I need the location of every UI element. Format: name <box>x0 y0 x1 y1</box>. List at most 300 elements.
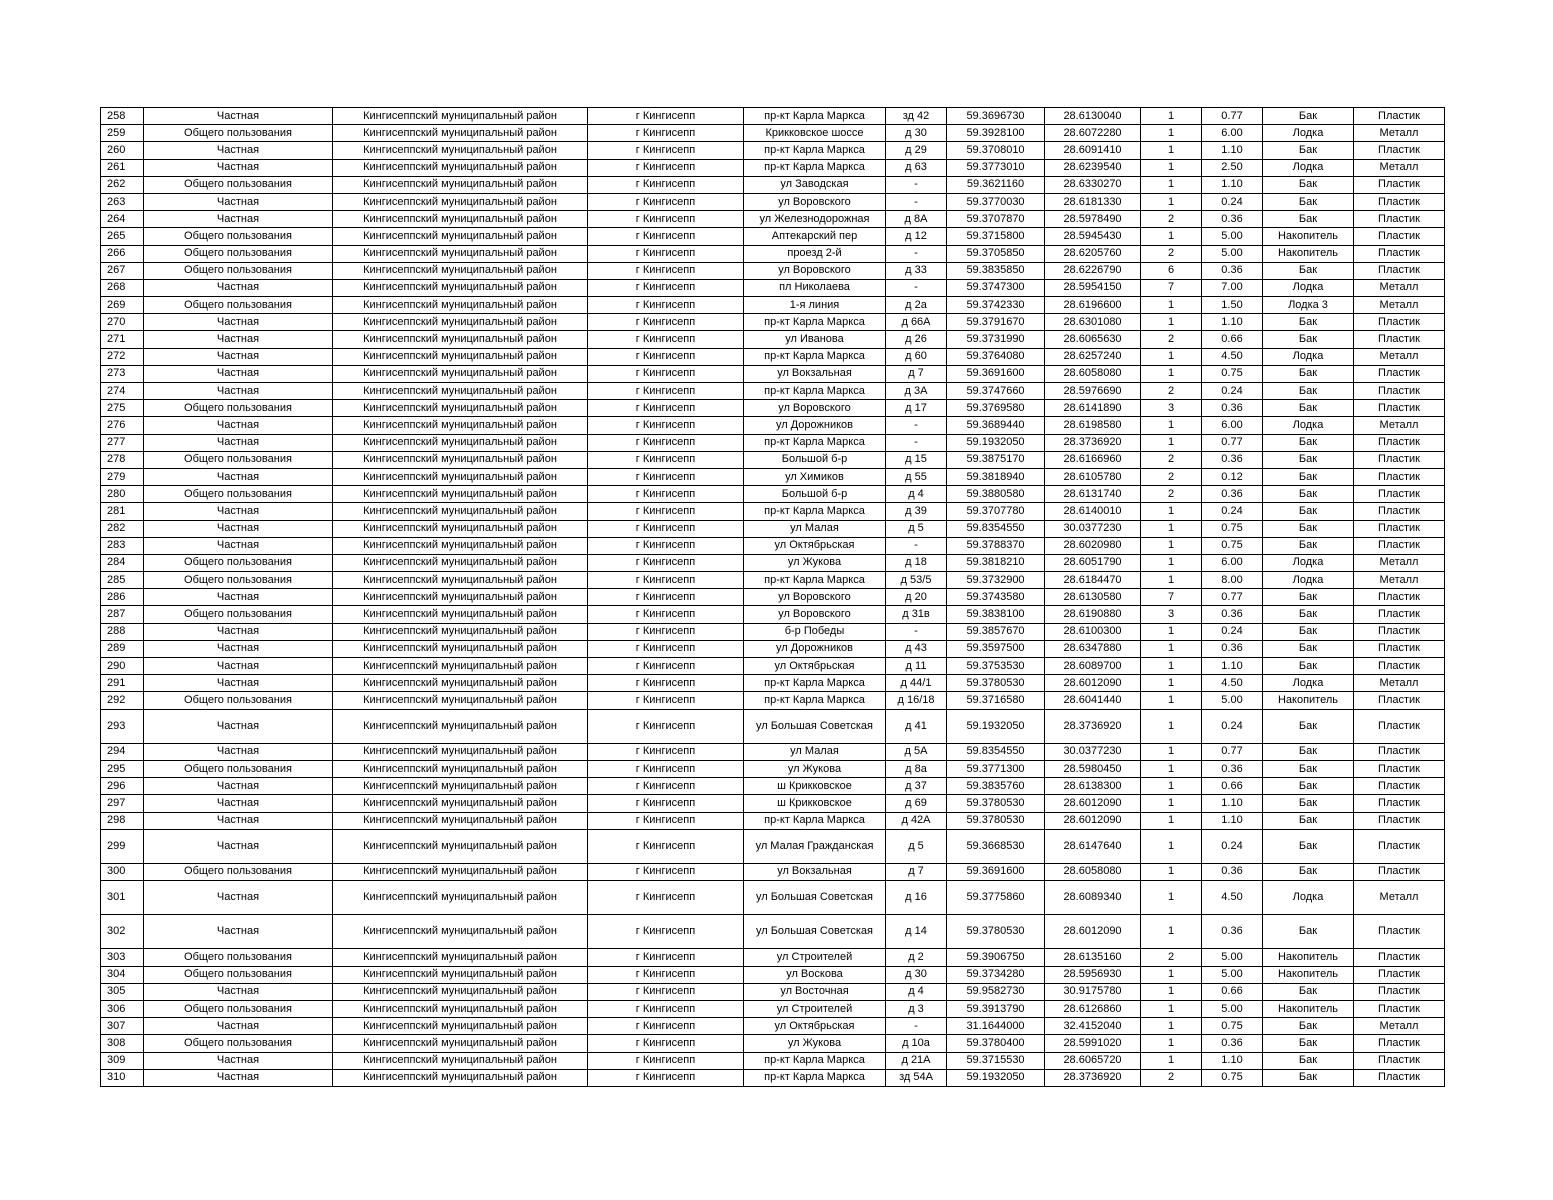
latitude-cell: 59.3906750 <box>947 949 1045 966</box>
city-cell: г Кингисепп <box>588 451 744 468</box>
volume-cell: 4.50 <box>1202 881 1263 915</box>
container-type-cell: Бак <box>1263 778 1354 795</box>
container-count-cell: 1 <box>1141 228 1202 245</box>
container-count-cell: 1 <box>1141 1001 1202 1018</box>
house-cell: д 2а <box>886 297 947 314</box>
table-row <box>101 760 1445 777</box>
city-cell: г Кингисепп <box>588 1001 744 1018</box>
container-type-cell: Бак <box>1263 211 1354 228</box>
longitude-cell: 28.6138300 <box>1045 778 1141 795</box>
district-cell: Кингисеппский муниципальный район <box>333 949 588 966</box>
longitude-cell: 28.6058080 <box>1045 365 1141 382</box>
row-number-cell: 303 <box>101 949 144 966</box>
row-number-cell: 273 <box>101 365 144 382</box>
latitude-cell: 59.3753530 <box>947 658 1045 675</box>
district-cell: Кингисеппский муниципальный район <box>333 348 588 365</box>
latitude-cell: 59.1932050 <box>947 1069 1045 1086</box>
volume-cell: 5.00 <box>1202 692 1263 709</box>
house-cell: д 16 <box>886 881 947 915</box>
city-cell: г Кингисепп <box>588 709 744 743</box>
table-row <box>101 228 1445 245</box>
longitude-cell: 30.0377230 <box>1045 743 1141 760</box>
house-cell: - <box>886 434 947 451</box>
latitude-cell: 59.3818210 <box>947 554 1045 571</box>
material-cell: Металл <box>1354 554 1445 571</box>
house-cell: - <box>886 1018 947 1035</box>
container-type-cell: Бак <box>1263 331 1354 348</box>
row-number-cell: 286 <box>101 589 144 606</box>
district-cell: Кингисеппский муниципальный район <box>333 297 588 314</box>
container-type-cell: Бак <box>1263 468 1354 485</box>
material-cell: Пластик <box>1354 331 1445 348</box>
container-count-cell: 1 <box>1141 520 1202 537</box>
volume-cell: 0.24 <box>1202 829 1263 863</box>
longitude-cell: 28.6141890 <box>1045 400 1141 417</box>
street-cell: ул Воровского <box>744 262 886 279</box>
house-cell: зд 54А <box>886 1069 947 1086</box>
city-cell: г Кингисепп <box>588 795 744 812</box>
district-cell: Кингисеппский муниципальный район <box>333 675 588 692</box>
container-count-cell: 1 <box>1141 314 1202 331</box>
ownership-cell: Частная <box>144 829 333 863</box>
latitude-cell: 59.3715800 <box>947 228 1045 245</box>
house-cell: д 44/1 <box>886 675 947 692</box>
row-number-cell: 300 <box>101 863 144 880</box>
row-number-cell: 304 <box>101 966 144 983</box>
table-body <box>101 108 1445 1087</box>
table-row <box>101 812 1445 829</box>
ownership-cell: Общего пользования <box>144 1001 333 1018</box>
district-cell: Кингисеппский муниципальный район <box>333 1069 588 1086</box>
row-number-cell: 295 <box>101 760 144 777</box>
ownership-cell: Частная <box>144 795 333 812</box>
material-cell: Пластик <box>1354 1052 1445 1069</box>
house-cell: д 39 <box>886 503 947 520</box>
table-row <box>101 417 1445 434</box>
district-cell: Кингисеппский муниципальный район <box>333 915 588 949</box>
longitude-cell: 28.6012090 <box>1045 915 1141 949</box>
house-cell: д 29 <box>886 142 947 159</box>
ownership-cell: Частная <box>144 1018 333 1035</box>
material-cell: Пластик <box>1354 966 1445 983</box>
ownership-cell: Частная <box>144 812 333 829</box>
latitude-cell: 59.3691600 <box>947 365 1045 382</box>
city-cell: г Кингисепп <box>588 348 744 365</box>
row-number-cell: 299 <box>101 829 144 863</box>
container-type-cell: Бак <box>1263 658 1354 675</box>
ownership-cell: Общего пользования <box>144 297 333 314</box>
container-type-cell: Бак <box>1263 434 1354 451</box>
container-type-cell: Бак <box>1263 1069 1354 1086</box>
volume-cell: 0.75 <box>1202 1069 1263 1086</box>
district-cell: Кингисеппский муниципальный район <box>333 795 588 812</box>
longitude-cell: 28.6126860 <box>1045 1001 1141 1018</box>
volume-cell: 1.10 <box>1202 795 1263 812</box>
table-row <box>101 795 1445 812</box>
row-number-cell: 258 <box>101 108 144 125</box>
latitude-cell: 59.3691600 <box>947 863 1045 880</box>
table-row <box>101 331 1445 348</box>
city-cell: г Кингисепп <box>588 554 744 571</box>
table-row <box>101 211 1445 228</box>
ownership-cell: Общего пользования <box>144 966 333 983</box>
longitude-cell: 28.5954150 <box>1045 279 1141 296</box>
volume-cell: 8.00 <box>1202 572 1263 589</box>
container-type-cell: Накопитель <box>1263 949 1354 966</box>
volume-cell: 6.00 <box>1202 125 1263 142</box>
city-cell: г Кингисепп <box>588 125 744 142</box>
material-cell: Пластик <box>1354 193 1445 210</box>
district-cell: Кингисеппский муниципальный район <box>333 400 588 417</box>
container-type-cell: Лодка <box>1263 675 1354 692</box>
material-cell: Пластик <box>1354 520 1445 537</box>
street-cell: ул Строителей <box>744 949 886 966</box>
table-row <box>101 159 1445 176</box>
container-count-cell: 1 <box>1141 159 1202 176</box>
latitude-cell: 59.3775860 <box>947 881 1045 915</box>
table-row <box>101 348 1445 365</box>
ownership-cell: Частная <box>144 383 333 400</box>
volume-cell: 0.75 <box>1202 520 1263 537</box>
house-cell: д 16/18 <box>886 692 947 709</box>
ownership-cell: Частная <box>144 983 333 1000</box>
material-cell: Металл <box>1354 279 1445 296</box>
volume-cell: 0.36 <box>1202 262 1263 279</box>
row-number-cell: 270 <box>101 314 144 331</box>
container-count-cell: 1 <box>1141 537 1202 554</box>
house-cell: д 8А <box>886 211 947 228</box>
city-cell: г Кингисепп <box>588 159 744 176</box>
city-cell: г Кингисепп <box>588 949 744 966</box>
row-number-cell: 280 <box>101 486 144 503</box>
container-count-cell: 1 <box>1141 108 1202 125</box>
street-cell: Большой б-р <box>744 451 886 468</box>
volume-cell: 6.00 <box>1202 554 1263 571</box>
row-number-cell: 298 <box>101 812 144 829</box>
ownership-cell: Частная <box>144 142 333 159</box>
ownership-cell: Общего пользования <box>144 1035 333 1052</box>
container-count-cell: 2 <box>1141 949 1202 966</box>
container-type-cell: Бак <box>1263 1052 1354 1069</box>
row-number-cell: 259 <box>101 125 144 142</box>
city-cell: г Кингисепп <box>588 279 744 296</box>
material-cell: Металл <box>1354 159 1445 176</box>
longitude-cell: 28.6130040 <box>1045 108 1141 125</box>
container-type-cell: Бак <box>1263 812 1354 829</box>
table-row <box>101 468 1445 485</box>
district-cell: Кингисеппский муниципальный район <box>333 778 588 795</box>
longitude-cell: 28.6072280 <box>1045 125 1141 142</box>
container-count-cell: 1 <box>1141 1052 1202 1069</box>
longitude-cell: 28.6196600 <box>1045 297 1141 314</box>
longitude-cell: 28.6058080 <box>1045 863 1141 880</box>
street-cell: пр-кт Карла Маркса <box>744 812 886 829</box>
house-cell: д 14 <box>886 915 947 949</box>
district-cell: Кингисеппский муниципальный район <box>333 1001 588 1018</box>
house-cell: - <box>886 193 947 210</box>
container-count-cell: 1 <box>1141 692 1202 709</box>
ownership-cell: Частная <box>144 778 333 795</box>
table-row <box>101 829 1445 863</box>
material-cell: Пластик <box>1354 983 1445 1000</box>
material-cell: Пластик <box>1354 1001 1445 1018</box>
volume-cell: 7.00 <box>1202 279 1263 296</box>
district-cell: Кингисеппский муниципальный район <box>333 176 588 193</box>
table-row <box>101 365 1445 382</box>
house-cell: д 63 <box>886 159 947 176</box>
house-cell: д 41 <box>886 709 947 743</box>
material-cell: Пластик <box>1354 503 1445 520</box>
latitude-cell: 59.3880580 <box>947 486 1045 503</box>
table-row <box>101 915 1445 949</box>
ownership-cell: Общего пользования <box>144 760 333 777</box>
latitude-cell: 59.3788370 <box>947 537 1045 554</box>
material-cell: Пластик <box>1354 228 1445 245</box>
latitude-cell: 59.1932050 <box>947 709 1045 743</box>
container-type-cell: Бак <box>1263 503 1354 520</box>
material-cell: Пластик <box>1354 314 1445 331</box>
house-cell: д 69 <box>886 795 947 812</box>
row-number-cell: 269 <box>101 297 144 314</box>
container-type-cell: Бак <box>1263 760 1354 777</box>
house-cell: д 31в <box>886 606 947 623</box>
district-cell: Кингисеппский муниципальный район <box>333 554 588 571</box>
material-cell: Пластик <box>1354 623 1445 640</box>
table-row <box>101 520 1445 537</box>
row-number-cell: 264 <box>101 211 144 228</box>
longitude-cell: 28.6089340 <box>1045 881 1141 915</box>
volume-cell: 0.77 <box>1202 743 1263 760</box>
city-cell: г Кингисепп <box>588 966 744 983</box>
container-type-cell: Лодка <box>1263 125 1354 142</box>
material-cell: Пластик <box>1354 1069 1445 1086</box>
row-number-cell: 290 <box>101 658 144 675</box>
latitude-cell: 59.3780530 <box>947 915 1045 949</box>
ownership-cell: Частная <box>144 658 333 675</box>
city-cell: г Кингисепп <box>588 331 744 348</box>
ownership-cell: Частная <box>144 537 333 554</box>
house-cell: д 60 <box>886 348 947 365</box>
container-count-cell: 1 <box>1141 829 1202 863</box>
volume-cell: 0.24 <box>1202 623 1263 640</box>
container-type-cell: Бак <box>1263 262 1354 279</box>
volume-cell: 0.36 <box>1202 400 1263 417</box>
street-cell: пр-кт Карла Маркса <box>744 1052 886 1069</box>
latitude-cell: 59.3731990 <box>947 331 1045 348</box>
district-cell: Кингисеппский муниципальный район <box>333 451 588 468</box>
latitude-cell: 59.3716580 <box>947 692 1045 709</box>
house-cell: зд 42 <box>886 108 947 125</box>
table-row <box>101 1052 1445 1069</box>
container-type-cell: Бак <box>1263 365 1354 382</box>
street-cell: ул Воровского <box>744 400 886 417</box>
container-count-cell: 1 <box>1141 658 1202 675</box>
ownership-cell: Общего пользования <box>144 692 333 709</box>
house-cell: д 5А <box>886 743 947 760</box>
longitude-cell: 28.6140010 <box>1045 503 1141 520</box>
volume-cell: 0.66 <box>1202 331 1263 348</box>
container-count-cell: 1 <box>1141 640 1202 657</box>
container-type-cell: Накопитель <box>1263 1001 1354 1018</box>
table-row <box>101 589 1445 606</box>
city-cell: г Кингисепп <box>588 915 744 949</box>
container-count-cell: 1 <box>1141 1018 1202 1035</box>
street-cell: ул Октябрьская <box>744 1018 886 1035</box>
volume-cell: 5.00 <box>1202 245 1263 262</box>
street-cell: ул Воровского <box>744 589 886 606</box>
house-cell: д 17 <box>886 400 947 417</box>
city-cell: г Кингисепп <box>588 468 744 485</box>
street-cell: ул Воскова <box>744 966 886 983</box>
longitude-cell: 28.6065630 <box>1045 331 1141 348</box>
street-cell: пр-кт Карла Маркса <box>744 348 886 365</box>
container-type-cell: Лодка <box>1263 348 1354 365</box>
latitude-cell: 59.3742330 <box>947 297 1045 314</box>
city-cell: г Кингисепп <box>588 829 744 863</box>
house-cell: д 12 <box>886 228 947 245</box>
material-cell: Металл <box>1354 1018 1445 1035</box>
table-row <box>101 623 1445 640</box>
container-type-cell: Накопитель <box>1263 228 1354 245</box>
table-row <box>101 1018 1445 1035</box>
house-cell: д 37 <box>886 778 947 795</box>
row-number-cell: 265 <box>101 228 144 245</box>
street-cell: ш Крикковское <box>744 795 886 812</box>
house-cell: д 3А <box>886 383 947 400</box>
city-cell: г Кингисепп <box>588 400 744 417</box>
street-cell: ул Большая Советская <box>744 709 886 743</box>
district-cell: Кингисеппский муниципальный район <box>333 760 588 777</box>
house-cell: д 66А <box>886 314 947 331</box>
street-cell: пр-кт Карла Маркса <box>744 142 886 159</box>
street-cell: ул Октябрьская <box>744 658 886 675</box>
container-count-cell: 2 <box>1141 468 1202 485</box>
row-number-cell: 309 <box>101 1052 144 1069</box>
latitude-cell: 59.3771300 <box>947 760 1045 777</box>
district-cell: Кингисеппский муниципальный район <box>333 829 588 863</box>
container-count-cell: 1 <box>1141 1035 1202 1052</box>
city-cell: г Кингисепп <box>588 434 744 451</box>
house-cell: д 55 <box>886 468 947 485</box>
volume-cell: 0.36 <box>1202 640 1263 657</box>
street-cell: ул Железнодорожная <box>744 211 886 228</box>
ownership-cell: Общего пользования <box>144 400 333 417</box>
row-number-cell: 301 <box>101 881 144 915</box>
row-number-cell: 260 <box>101 142 144 159</box>
table-row <box>101 1069 1445 1086</box>
material-cell: Пластик <box>1354 383 1445 400</box>
container-type-cell: Бак <box>1263 142 1354 159</box>
longitude-cell: 28.6301080 <box>1045 314 1141 331</box>
container-count-cell: 1 <box>1141 812 1202 829</box>
district-cell: Кингисеппский муниципальный район <box>333 709 588 743</box>
material-cell: Пластик <box>1354 365 1445 382</box>
house-cell: д 2 <box>886 949 947 966</box>
district-cell: Кингисеппский муниципальный район <box>333 881 588 915</box>
latitude-cell: 59.3838100 <box>947 606 1045 623</box>
street-cell: ул Химиков <box>744 468 886 485</box>
table-row <box>101 537 1445 554</box>
material-cell: Пластик <box>1354 245 1445 262</box>
row-number-cell: 267 <box>101 262 144 279</box>
house-cell: - <box>886 537 947 554</box>
longitude-cell: 28.6347880 <box>1045 640 1141 657</box>
ownership-cell: Общего пользования <box>144 572 333 589</box>
district-cell: Кингисеппский муниципальный район <box>333 365 588 382</box>
house-cell: - <box>886 417 947 434</box>
container-type-cell: Лодка <box>1263 279 1354 296</box>
district-cell: Кингисеппский муниципальный район <box>333 863 588 880</box>
row-number-cell: 305 <box>101 983 144 1000</box>
street-cell: ул Большая Советская <box>744 915 886 949</box>
volume-cell: 0.36 <box>1202 451 1263 468</box>
district-cell: Кингисеппский муниципальный район <box>333 589 588 606</box>
container-count-cell: 1 <box>1141 125 1202 142</box>
city-cell: г Кингисепп <box>588 417 744 434</box>
container-count-cell: 1 <box>1141 417 1202 434</box>
street-cell: ул Малая <box>744 743 886 760</box>
row-number-cell: 285 <box>101 572 144 589</box>
container-count-cell: 2 <box>1141 451 1202 468</box>
container-type-cell: Бак <box>1263 743 1354 760</box>
material-cell: Пластик <box>1354 1035 1445 1052</box>
container-count-cell: 1 <box>1141 193 1202 210</box>
city-cell: г Кингисепп <box>588 623 744 640</box>
longitude-cell: 28.5978490 <box>1045 211 1141 228</box>
city-cell: г Кингисепп <box>588 778 744 795</box>
volume-cell: 5.00 <box>1202 966 1263 983</box>
ownership-cell: Общего пользования <box>144 949 333 966</box>
container-count-cell: 2 <box>1141 245 1202 262</box>
city-cell: г Кингисепп <box>588 658 744 675</box>
latitude-cell: 59.3780400 <box>947 1035 1045 1052</box>
table-row <box>101 125 1445 142</box>
latitude-cell: 59.8354550 <box>947 743 1045 760</box>
district-cell: Кингисеппский муниципальный район <box>333 211 588 228</box>
container-type-cell: Бак <box>1263 1035 1354 1052</box>
street-cell: ул Воровского <box>744 193 886 210</box>
city-cell: г Кингисепп <box>588 537 744 554</box>
volume-cell: 1.10 <box>1202 658 1263 675</box>
city-cell: г Кингисепп <box>588 1069 744 1086</box>
street-cell: Крикковское шоссе <box>744 125 886 142</box>
latitude-cell: 59.3696730 <box>947 108 1045 125</box>
ownership-cell: Частная <box>144 108 333 125</box>
material-cell: Пластик <box>1354 709 1445 743</box>
longitude-cell: 28.6131740 <box>1045 486 1141 503</box>
longitude-cell: 28.6105780 <box>1045 468 1141 485</box>
volume-cell: 0.77 <box>1202 108 1263 125</box>
latitude-cell: 59.3743580 <box>947 589 1045 606</box>
longitude-cell: 28.5976690 <box>1045 383 1141 400</box>
row-number-cell: 279 <box>101 468 144 485</box>
house-cell: д 43 <box>886 640 947 657</box>
city-cell: г Кингисепп <box>588 193 744 210</box>
ownership-cell: Частная <box>144 520 333 537</box>
house-cell: - <box>886 623 947 640</box>
volume-cell: 4.50 <box>1202 348 1263 365</box>
city-cell: г Кингисепп <box>588 365 744 382</box>
longitude-cell: 28.6198580 <box>1045 417 1141 434</box>
street-cell: ул Дорожников <box>744 417 886 434</box>
ownership-cell: Частная <box>144 503 333 520</box>
material-cell: Пластик <box>1354 795 1445 812</box>
street-cell: пр-кт Карла Маркса <box>744 692 886 709</box>
latitude-cell: 59.9582730 <box>947 983 1045 1000</box>
city-cell: г Кингисепп <box>588 812 744 829</box>
longitude-cell: 28.6012090 <box>1045 812 1141 829</box>
container-type-cell: Бак <box>1263 314 1354 331</box>
